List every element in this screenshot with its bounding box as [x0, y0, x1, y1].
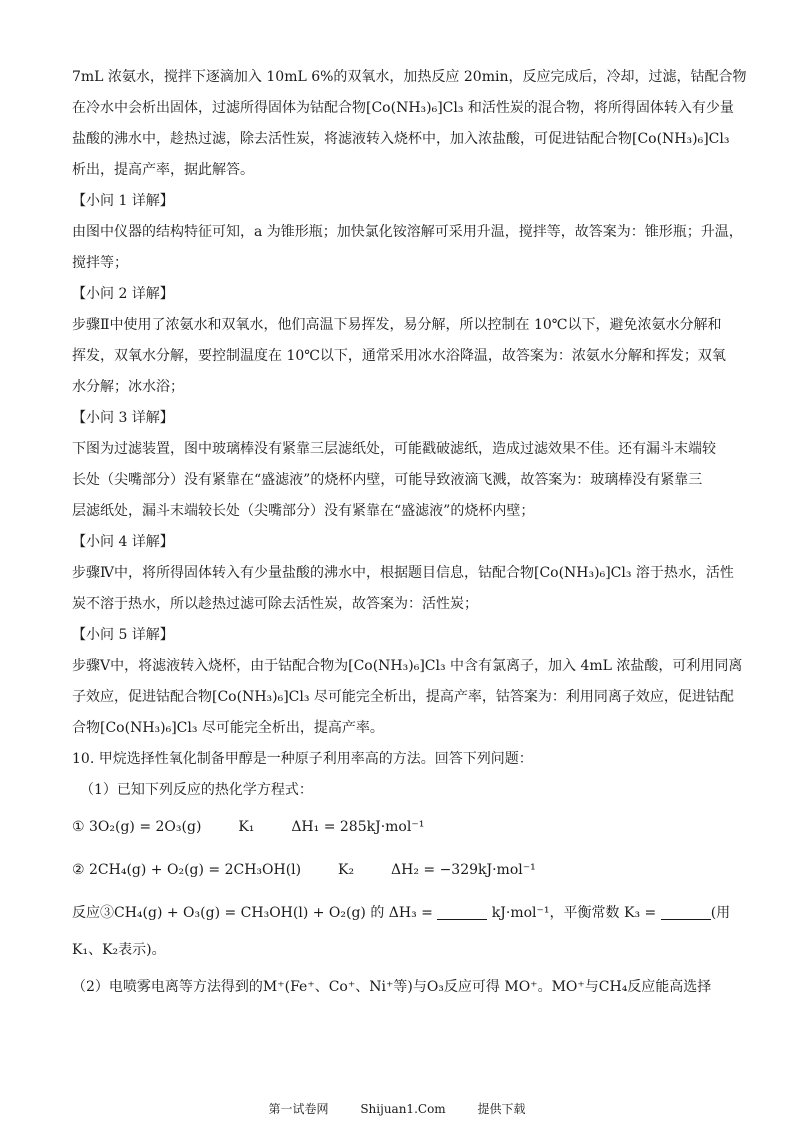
- answer-blank-k3[interactable]: [661, 901, 711, 920]
- text-line: 挥发，双氧水分解，要控制温度在 10℃以下，通常采用冰水浴降温，故答案为：浓氨水分解和挥发；双氧: [72, 348, 726, 364]
- answer-blank-dh3[interactable]: [437, 901, 487, 920]
- section-heading: 【小问 4 详解】: [72, 534, 174, 550]
- text-line: 由图中仪器的结构特征可知，a 为锥形瓶；加快氯化铵溶解可采用升温，搅拌等，故答案为：锥形瓶；升温，: [72, 224, 743, 240]
- text-line: 水分解；冰水浴；: [72, 379, 184, 395]
- unit-label: kJ·mol⁻¹: [487, 905, 550, 921]
- equation-formula: 2CH₄(g) + O₂(g) = 2CH₃OH(l): [89, 862, 302, 878]
- section-heading: 【小问 3 详解】: [72, 410, 174, 426]
- text-line: 长处（尖嘴部分）没有紧靠在“盛滤液”的烧杯内壁，可能导致液滴飞溅，故答案为：玻璃棒没有紧靠三: [72, 472, 703, 488]
- section-heading: 【小问 2 详解】: [72, 286, 174, 302]
- enthalpy-change: ΔH₂ = −329kJ·mol⁻¹: [391, 862, 536, 878]
- reaction-3: [72, 892, 731, 935]
- text-line: 炭不溶于热水，所以趁热过滤可除去活性炭，故答案为：活性炭；: [72, 596, 478, 612]
- question-title: 10. 甲烷选择性氧化制备甲醇是一种原子利用率高的方法。回答下列问题：: [72, 751, 533, 767]
- text-line: 层滤纸处，漏斗末端较长处（尖嘴部分）没有紧靠在“盛滤液”的烧杯内壁；: [72, 503, 535, 519]
- equilibrium-constant: K₁: [238, 819, 255, 835]
- reaction-formula: CH₄(g) + O₃(g) = CH₃OH(l) + O₂(g): [114, 905, 366, 921]
- text-fragment: ，平衡常数 K₃ =: [549, 905, 661, 921]
- text-fragment: (用: [710, 905, 731, 921]
- enthalpy-change: ΔH₁ = 285kJ·mol⁻¹: [291, 819, 425, 835]
- text-line: 在冷水中会析出固体，过滤所得固体为钴配合物[Co(NH₃)₆]Cl₃ 和活性炭的混合物，将所得固体转入有少量: [72, 100, 734, 116]
- text-fragment: 的 ΔH₃ =: [365, 905, 438, 921]
- text-line: 搅拌等；: [72, 255, 128, 271]
- text-line: 盐酸的沸水中，趁热过滤，除去活性炭，将滤液转入烧杯中，加入浓盐酸，可促进钴配合物[Co(NH₃)₆]Cl₃: [72, 131, 730, 147]
- text-line: 步骤Ⅱ中使用了浓氨水和双氧水，他们高温下易挥发，易分解，所以控制在 10℃以下，避免浓氨水分解和: [72, 317, 722, 333]
- text-line: 下图为过滤装置，图中玻璃棒没有紧靠三层滤纸处，可能戳破滤纸，造成过滤效果不佳。还有漏斗末端较: [72, 441, 716, 457]
- footer-site-name: 第一试卷网: [268, 1102, 329, 1116]
- document-body: [72, 62, 747, 1009]
- text-line: 析出，提高产率，据此解答。: [72, 162, 254, 178]
- subquestion-1: （1）已知下列反应的热化学方程式：: [80, 782, 313, 798]
- text-line: 步骤Ⅴ中，将滤液转入烧杯，由于钴配合物为[Co(NH₃)₆]Cl₃ 中含有氯离子，加入 4mL 浓盐酸，可利用同离: [72, 658, 743, 674]
- equation-number: ①: [72, 819, 85, 835]
- equation-2: [72, 849, 722, 892]
- text-line: 合物[Co(NH₃)₆]Cl₃ 尽可能完全析出，提高产率。: [72, 720, 384, 736]
- section-heading: 【小问 1 详解】: [72, 193, 174, 209]
- reaction-label: 反应③: [72, 905, 114, 921]
- footer-download: 提供下载: [477, 1102, 526, 1116]
- equilibrium-constant: K₂: [338, 862, 355, 878]
- equation-1: [72, 806, 722, 849]
- subquestion-2: （2）电喷雾电离等方法得到的M⁺(Fe⁺、Co⁺、Ni⁺等)与O₃反应可得 MO⁺。MO⁺与CH₄反应能高选择: [72, 979, 712, 995]
- reaction-3-continuation: K₁、K₂表示)。: [72, 942, 166, 958]
- page-footer: [0, 1100, 794, 1117]
- text-line: 子效应，促进钴配合物[Co(NH₃)₆]Cl₃ 尽可能完全析出，提高产率，钴答案为：利用同离子效应，促进钴配: [72, 689, 734, 705]
- section-heading: 【小问 5 详解】: [72, 627, 174, 643]
- text-line: 7mL 浓氨水，搅拌下逐滴加入 10mL 6%的双氧水，加热反应 20min，反应完成后，冷却，过滤，钴配合物: [72, 69, 747, 85]
- equation-number: ②: [72, 862, 85, 878]
- equation-formula: 3O₂(g) = 2O₃(g): [89, 819, 202, 835]
- text-line: 步骤Ⅳ中，将所得固体转入有少量盐酸的沸水中，根据题目信息，钴配合物[Co(NH₃)₆]Cl₃ 溶于热水，活性: [72, 565, 734, 581]
- footer-domain: Shijuan1.Com: [360, 1102, 446, 1116]
